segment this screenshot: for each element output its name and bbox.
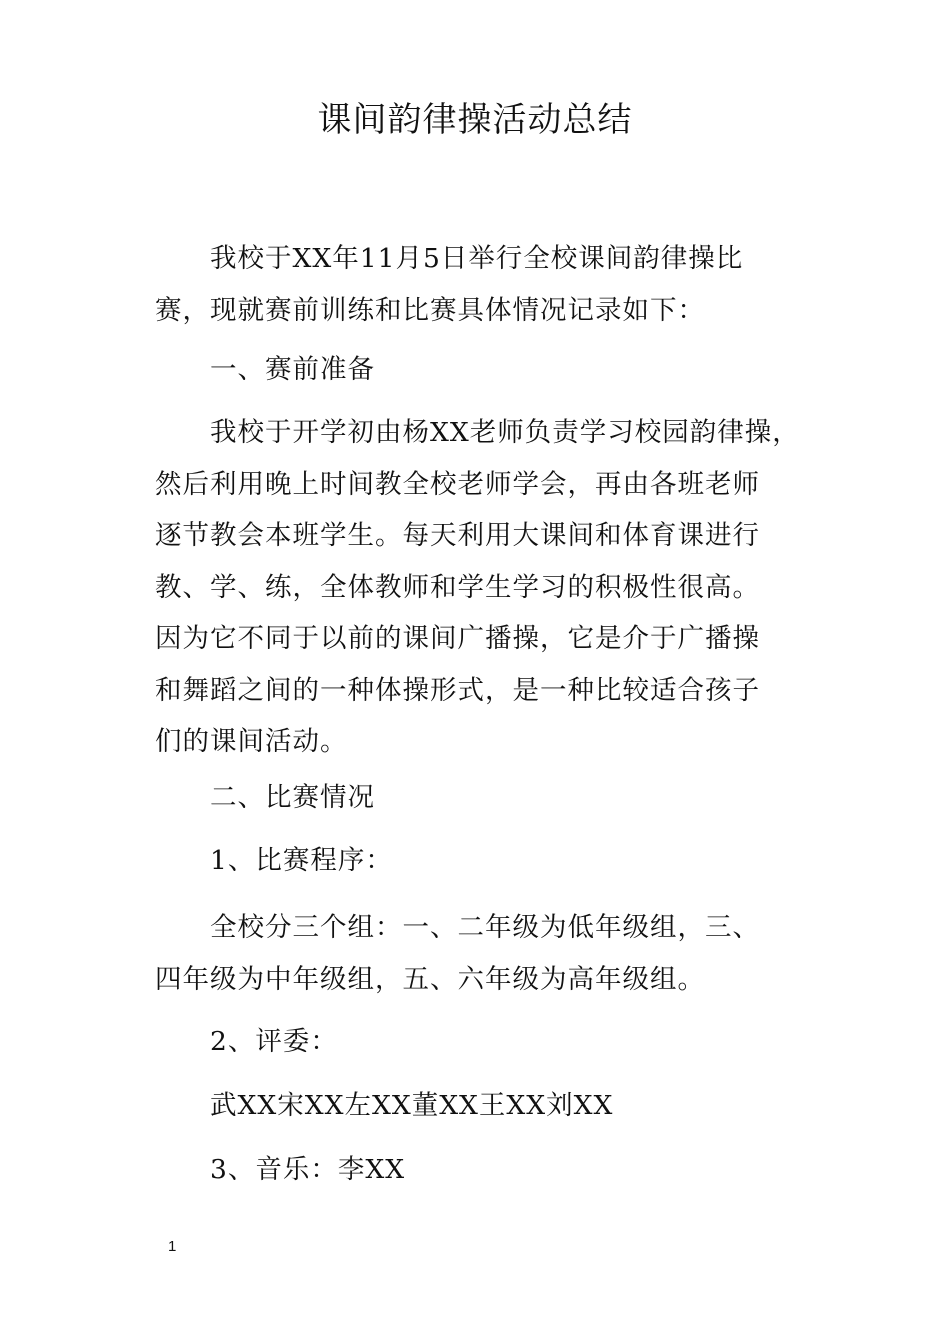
section-heading-preparation: 一、赛前准备 [155, 354, 375, 385]
subheading-procedure: 1、比赛程序： [155, 845, 393, 876]
page-number: 1 [168, 1238, 177, 1255]
procedure-paragraph: 全校分三个组：一、二年级为低年级组，三、 四年级为中年级组，五、六年级为高年级组。 [155, 912, 760, 995]
judges-list: 武XX宋XX左XX董XX王XX刘XX [155, 1090, 614, 1121]
subheading-music: 3、音乐：李XX [155, 1154, 406, 1185]
preparation-paragraph: 我校于开学初由杨XX老师负责学习校园韵律操， 然后利用晚上时间教全校老师学会，再由各班老师 逐节教会本班学生。每天利用大课间和体育课进行 教、学、练，全体教师和学生学习的积极性很高。 因为它不同于以前的课间广播操，它是介于广播操 和舞蹈之间的一种体操形式，是一种比较适合孩子 们的课间活动。 [155, 417, 800, 757]
intro-paragraph: 我校于XX年11月5日举行全校课间韵律操比 赛，现就赛前训练和比赛具体情况记录如下： [155, 243, 744, 326]
section-heading-competition: 二、比赛情况 [155, 782, 375, 813]
document-title: 课间韵律操活动总结 [317, 100, 633, 140]
subheading-judges: 2、评委： [155, 1026, 338, 1057]
